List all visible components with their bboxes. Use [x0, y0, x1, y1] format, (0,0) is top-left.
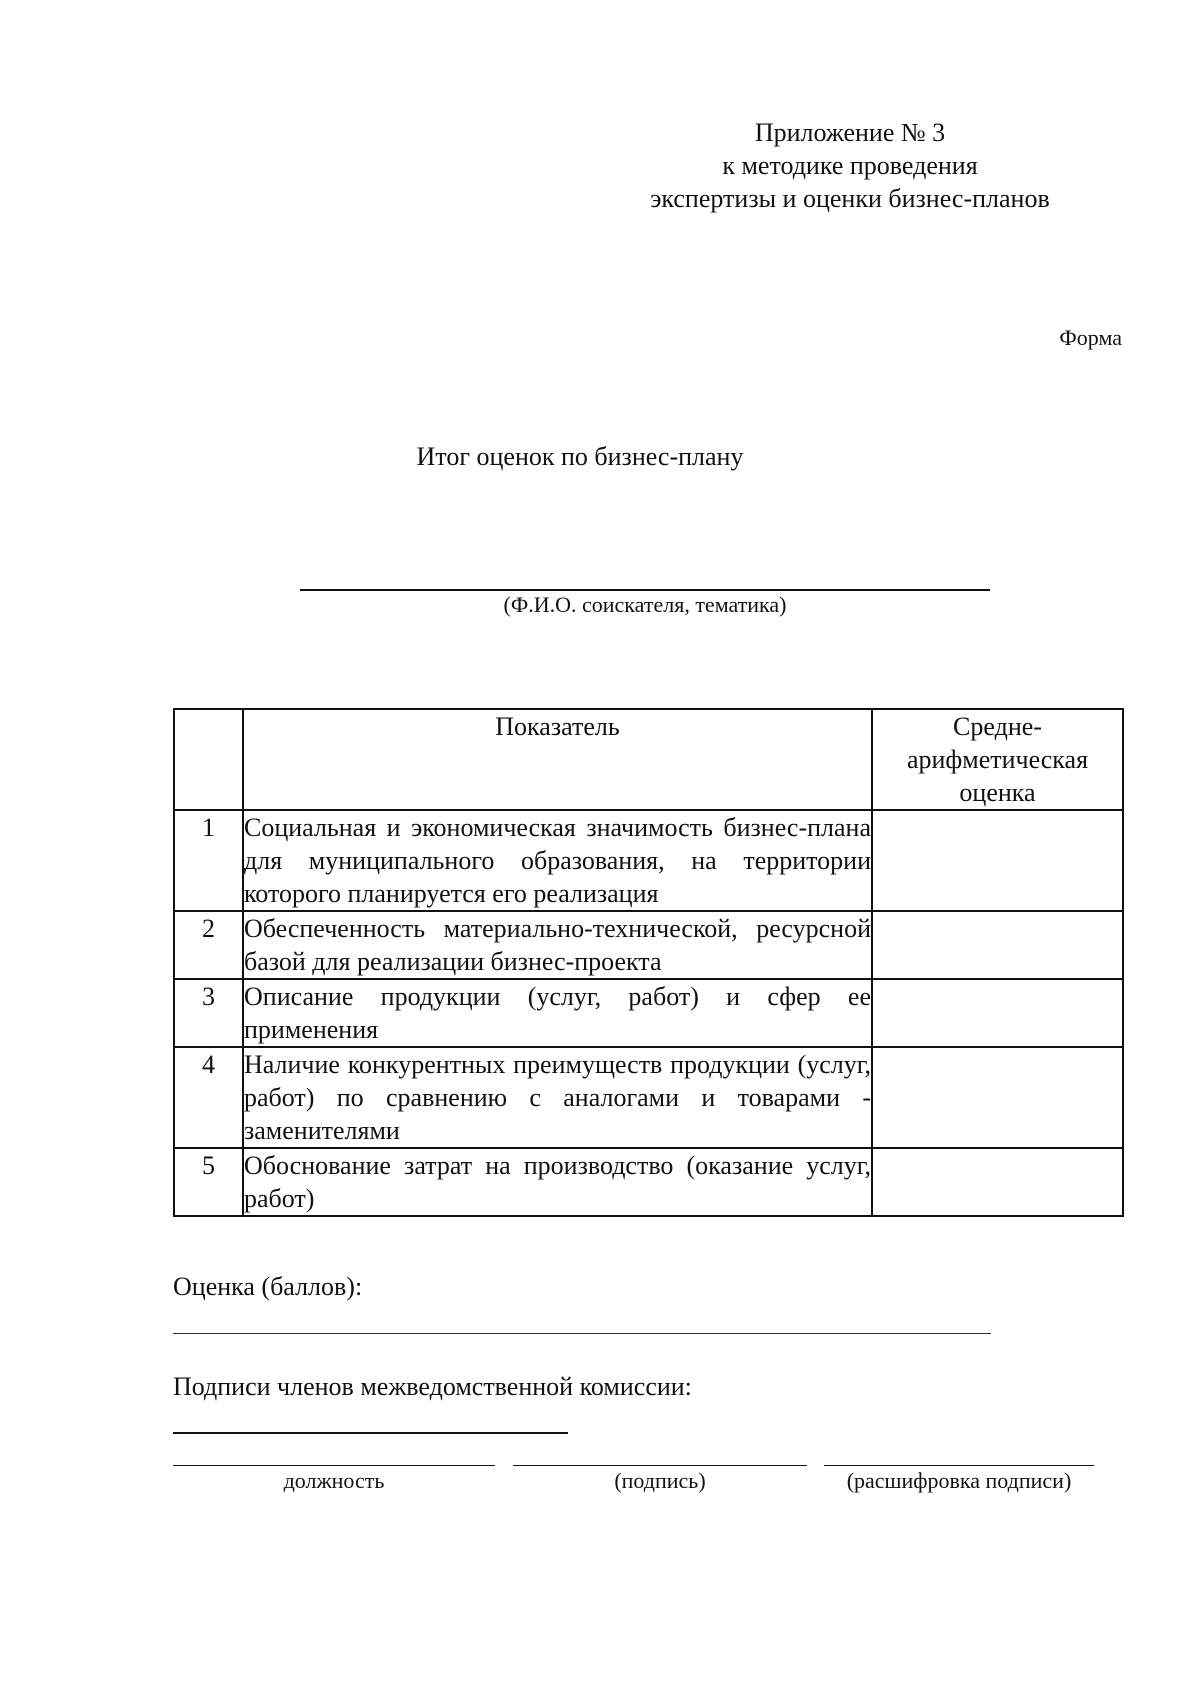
form-label: Форма [1059, 325, 1122, 350]
score-label: Оценка (баллов): [173, 1272, 363, 1301]
signature-line[interactable] [513, 1465, 807, 1466]
signature-name-line[interactable] [173, 1432, 568, 1434]
table-row [174, 1047, 1123, 1148]
scores-table [173, 708, 1124, 1217]
signature-caption: (подпись) [614, 1468, 706, 1493]
row-number: 4 [174, 1047, 243, 1148]
table-row [174, 1148, 1123, 1216]
score-input-line[interactable] [173, 1333, 991, 1334]
row-score-cell[interactable] [872, 1047, 1123, 1148]
appendix-block [600, 116, 1100, 215]
position-caption: должность [283, 1468, 385, 1493]
appendix-subtitle: к методике проведения [722, 151, 978, 180]
row-score-cell[interactable] [872, 911, 1123, 979]
signature-decoding-line[interactable] [824, 1465, 1094, 1466]
table-row [174, 810, 1123, 911]
row-indicator: Социальная и экономическая значимость бизнес-плана для муниципального образования, на территории которого планируется его реализация [243, 810, 872, 911]
row-number: 2 [174, 911, 243, 979]
row-number: 3 [174, 979, 243, 1047]
row-score-cell[interactable] [872, 979, 1123, 1047]
header-number [174, 709, 243, 810]
applicant-caption: (Ф.И.О. соискателя, тематика) [503, 592, 787, 617]
header-average-line1: Средне- [953, 712, 1042, 741]
table-row [174, 979, 1123, 1047]
header-indicator: Показатель [243, 709, 872, 810]
row-indicator: Обоснование затрат на производство (оказание услуг, работ) [243, 1148, 872, 1216]
header-average-line2: арифметическая [906, 745, 1089, 774]
row-indicator: Обеспеченность материально-технической, ресурсной базой для реализации бизнес-проекта [243, 911, 872, 979]
table-header-row [174, 709, 1123, 810]
appendix-title: Приложение № 3 [754, 118, 946, 147]
header-average-line3: оценка [959, 778, 1036, 807]
signature-decoding-caption: (расшифровка подписи) [846, 1468, 1072, 1493]
row-indicator: Описание продукции (услуг, работ) и сфер ее применения [243, 979, 872, 1047]
position-line[interactable] [173, 1465, 495, 1466]
row-indicator: Наличие конкурентных преимуществ продукции (услуг, работ) по сравнению с аналогами и товарами - заменителями [243, 1047, 872, 1148]
document-title: Итог оценок по бизнес-плану [416, 442, 744, 471]
header-average-score [872, 709, 1123, 810]
appendix-subtitle-2: экспертизы и оценки бизнес-планов [650, 184, 1050, 213]
signatures-label: Подписи членов межведомственной комиссии: [173, 1372, 692, 1401]
row-number: 1 [174, 810, 243, 911]
applicant-name-line[interactable] [300, 589, 990, 591]
table-row [174, 911, 1123, 979]
row-score-cell[interactable] [872, 810, 1123, 911]
row-number: 5 [174, 1148, 243, 1216]
row-score-cell[interactable] [872, 1148, 1123, 1216]
